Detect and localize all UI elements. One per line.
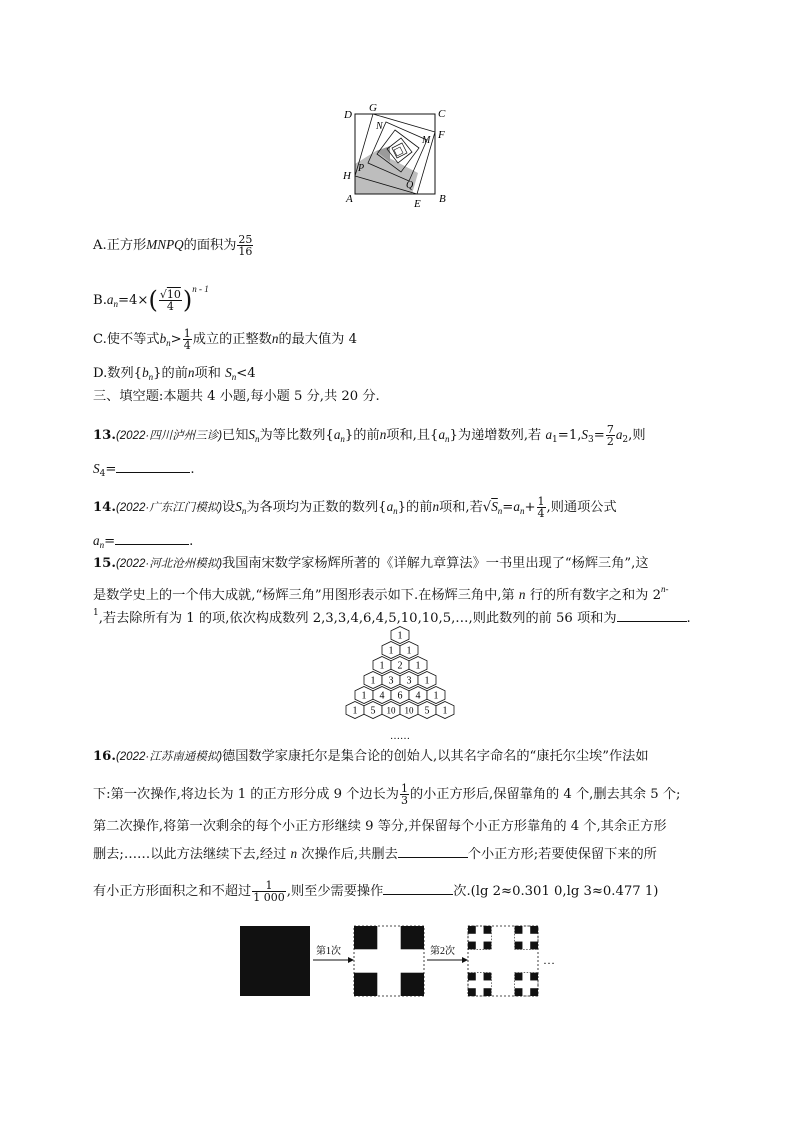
label-F: F: [438, 129, 445, 141]
pascal-cell: [391, 627, 409, 644]
cantor-dust-figure: [238, 924, 568, 1000]
cantor-square: [484, 988, 492, 996]
pascal-value: 1: [406, 645, 412, 657]
cantor-square: [515, 942, 523, 950]
option-b: $B.a_n=4\times$( $\frac{√10}{4}$ )$^{n - 1}$: [93, 284, 209, 314]
pascal-cell: [373, 687, 391, 704]
arrow-step-1: [313, 944, 354, 963]
pascal-cell: [382, 672, 400, 689]
cantor-step-2: [468, 926, 538, 996]
cantor-square: [468, 942, 476, 950]
label-G: G: [369, 102, 377, 114]
svg-text:第1次: 第1次: [316, 946, 341, 957]
question-16-line-5: 有小正方形面积之和不超过 $\frac{1}{1 000}$ ,则至少需要操作 次.(lg 2≈0.301 0,lg 3≈0.477 1): [93, 879, 659, 904]
cantor-square: [530, 926, 538, 934]
question-14-answer-line: $a_n=$ .: [93, 533, 194, 550]
cantor-square: [530, 973, 538, 981]
pascal-cell: [436, 702, 454, 719]
pascal-cell: [409, 657, 427, 674]
label-E: E: [414, 198, 421, 210]
label-Q: Q: [406, 180, 414, 191]
spiral-square-figure: [330, 98, 470, 210]
cantor-square: [468, 973, 476, 981]
label-D: D: [344, 109, 352, 121]
cantor-square: [484, 942, 492, 950]
label-A: A: [346, 193, 353, 205]
label-H: H: [343, 170, 351, 182]
label-P: P: [358, 163, 365, 174]
pascal-value: 1: [361, 690, 367, 702]
question-16-line-1: 16.(2022·江苏南通模拟)德国数学家康托尔是集合论的创始人,以其名字命名的“康托尔尘埃”作法如: [93, 749, 649, 764]
pascal-value: 3: [388, 675, 394, 687]
label-C: C: [438, 108, 446, 120]
pascal-cell: [400, 672, 418, 689]
cantor-square: [515, 973, 523, 981]
answer-blank-14[interactable]: [115, 532, 189, 545]
question-14: 14.(2022·广东江门模拟)设$S_n$为各项均为正数的数列$\{a_n\}$的前n项和,若$√S_n=a_n+$ $\frac{1}{4}$ ,则通项公式: [93, 495, 617, 520]
pascal-value: 1: [352, 705, 358, 717]
pascal-value: 4: [379, 690, 385, 702]
cantor-square: [484, 973, 492, 981]
pascal-cell: [418, 702, 436, 719]
pascal-cell: [427, 687, 445, 704]
cantor-square: [484, 926, 492, 934]
pascal-value: 1: [397, 630, 403, 642]
question-16-line-4: 删去;……以此方法继续下去,经过 n 次操作后,共删去 个小正方形;若要使保留下来的所: [93, 846, 657, 862]
pascal-value: 1: [424, 675, 430, 687]
pascal-value: 5: [370, 705, 376, 717]
pascal-value: 1: [415, 660, 421, 672]
cantor-square: [468, 926, 476, 934]
question-16-line-3: 第二次操作,将第一次剩余的每个小正方形继续 9 等分,并保留每个小正方形靠角的 4 个,其余正方形: [93, 819, 667, 834]
pascal-ellipsis: ……: [390, 731, 410, 742]
pascal-cell: [391, 687, 409, 704]
pascal-cell: [418, 672, 436, 689]
answer-blank-13[interactable]: [116, 460, 190, 473]
pascal-value: 3: [406, 675, 412, 687]
cantor-square: [515, 926, 523, 934]
cantor-square: [530, 942, 538, 950]
label-M: M: [422, 135, 431, 146]
svg-text:第2次: 第2次: [430, 946, 455, 957]
question-15-line-1: 15.(2022·河北沧州模拟)我国南宋数学家杨辉所著的《详解九章算法》一书里出现了“杨辉三角”,这: [93, 556, 649, 571]
label-B: B: [439, 193, 446, 205]
cantor-square: [468, 988, 476, 996]
pascal-value: 2: [397, 660, 403, 672]
answer-blank-16a[interactable]: [398, 845, 468, 858]
label-N: N: [376, 121, 383, 132]
pascal-cell: [391, 657, 409, 674]
pascal-value: 1: [388, 645, 394, 657]
question-13-answer-line: $S_4=$ .: [93, 461, 195, 479]
cantor-ellipsis: …: [543, 953, 555, 967]
cantor-square: [515, 988, 523, 996]
question-16-line-2: 下:第一次操作,将边长为 1 的正方形分成 9 个边长为 $\frac{1}{3}$ 的小正方形后,保留靠角的 4 个,删去其余 5 个;: [93, 782, 681, 807]
cantor-step-0: [240, 926, 310, 996]
section-heading: 三、填空题:本题共 4 小题,每小题 5 分,共 20 分.: [93, 389, 380, 404]
pascal-value: 5: [424, 705, 430, 717]
pascal-triangle-figure: [330, 625, 470, 743]
pascal-value: 1: [370, 675, 376, 687]
arrow-step-2: [427, 944, 468, 963]
question-15-line-2: 是数学史上的一个伟大成就,“杨辉三角”用图形表示如下.在杨辉三角中,第 n 行的所有数字之和为 $2^{n-}$: [93, 584, 669, 603]
pascal-cell: [382, 702, 400, 719]
option-c: C.使不等式$b_n>$ $\frac{1}{4}$ 成立的正整数n的最大值为 4: [93, 327, 357, 352]
pascal-cell: [373, 657, 391, 674]
pascal-value: 1: [442, 705, 448, 717]
cantor-square: [530, 988, 538, 996]
pascal-cell: [400, 642, 418, 659]
pascal-cell: [400, 702, 418, 719]
answer-blank-16b[interactable]: [383, 882, 453, 895]
pascal-value: 10: [386, 705, 396, 716]
pascal-value: 10: [404, 705, 414, 716]
pascal-value: 4: [415, 690, 421, 702]
option-d: D.数列$\{b_n\}$的前n项和 $S_n<4$: [93, 365, 256, 382]
pascal-cell: [364, 672, 382, 689]
pascal-cell: [382, 642, 400, 659]
pascal-value: 1: [433, 690, 439, 702]
pascal-cell: [364, 702, 382, 719]
pascal-cell: [346, 702, 364, 719]
pascal-value: 1: [379, 660, 385, 672]
pascal-cell: [409, 687, 427, 704]
cantor-step-1: [354, 926, 424, 996]
option-a: A.正方形MNPQ的面积为 $\frac{25}{16}$: [93, 233, 253, 258]
question-13: 13.(2022·四川泸州三诊)已知$S_n$为等比数列$\{a_n\}$的前n项和,且$\{a_n\}$为递增数列,若 $a_1=1,S_3=$ $\frac{7}{2}$ $a_2$,则: [93, 423, 646, 448]
pascal-value: 6: [397, 690, 403, 702]
pascal-cell: [355, 687, 373, 704]
question-15-line-3: $^1$,若去除所有为 1 的项,依次构成数列 2,3,3,4,6,4,5,10,10,5,…,则此数列的前 56 项和为 .: [93, 608, 691, 626]
answer-blank-15[interactable]: [617, 609, 687, 622]
